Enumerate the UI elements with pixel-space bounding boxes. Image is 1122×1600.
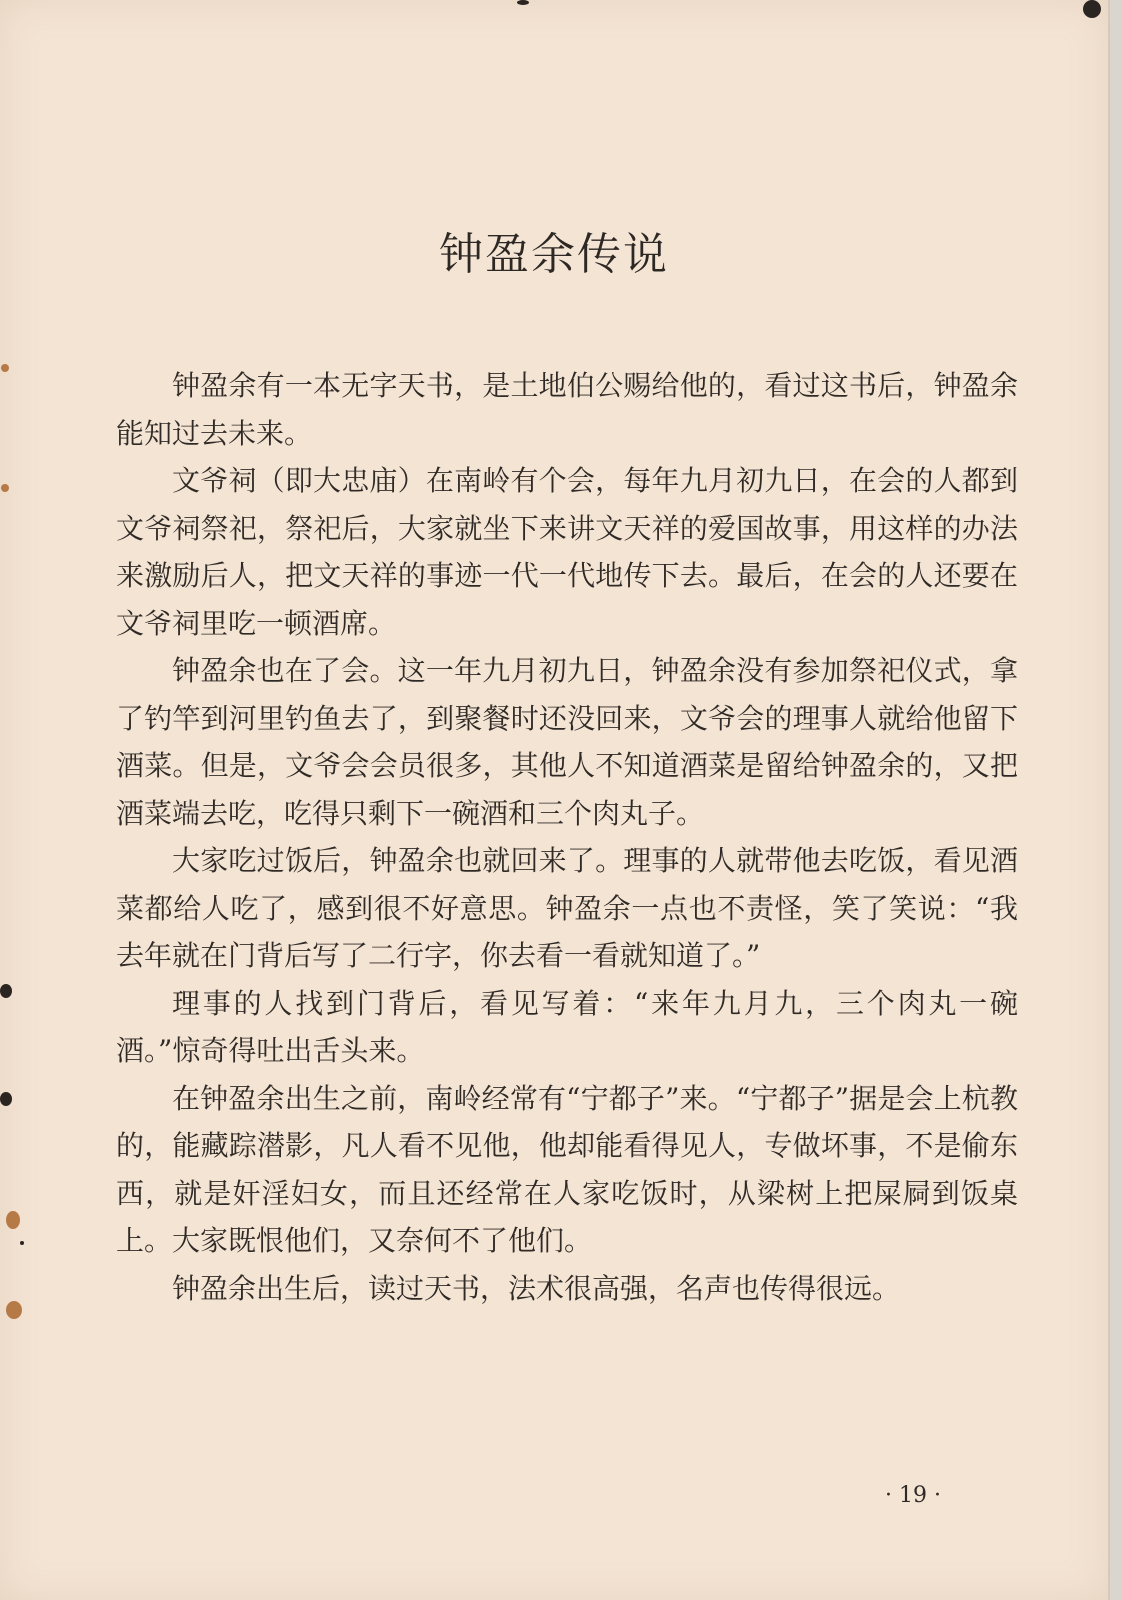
binding-hole-mark	[0, 984, 12, 998]
top-right-corner-mark	[1083, 0, 1101, 18]
paragraph-4: 大家吃过饭后，钟盈余也就回来了。理事的人就带他去吃饭，看见酒菜都给人吃了，感到很不好意思。钟盈余一点也不责怪，笑了笑说：“我去年就在门背后写了二行字，你去看一看就知道了。”	[116, 844, 1018, 972]
staple-rust-spot	[6, 1211, 20, 1229]
story-body	[116, 362, 1018, 1312]
small-speck	[20, 1241, 24, 1245]
staple-rust-spot	[1, 364, 9, 372]
staple-rust-spot	[6, 1301, 22, 1319]
paragraph-5: 理事的人找到门背后，看见写着：“来年九月九，三个肉丸一碗酒。”惊奇得吐出舌头来。	[116, 986, 1018, 1067]
paragraph-1: 钟盈余有一本无字天书，是土地伯公赐给他的，看过这书后，钟盈余能知过去未来。	[116, 369, 1018, 450]
binding-hole-mark	[0, 1092, 12, 1106]
paragraph-6: 在钟盈余出生之前，南岭经常有“宁都子”来。“宁都子”据是会上杭教的，能藏踪潜影，凡人看不见他，他却能看得见人，专做坏事，不是偷东西，就是奸淫妇女，而且还经常在人家吃饭时，从梁树上把屎屙到饭桌上。大家既恨他们，又奈何不了他们。	[116, 1081, 1018, 1257]
paragraph-2: 文爷祠（即大忠庙）在南岭有个会，每年九月初九日，在会的人都到文爷祠祭祀，祭祀后，大家就坐下来讲文天祥的爱国故事，用这样的办法来激励后人，把文天祥的事迹一代一代地传下去。最后，在会的人还要在文爷祠里吃一顿酒席。	[116, 464, 1018, 640]
page-title: 钟盈余传说	[439, 229, 669, 280]
paragraph-7: 钟盈余出生后，读过天书，法术很高强，名声也传得很远。	[172, 1271, 901, 1305]
paragraph-3: 钟盈余也在了会。这一年九月初九日，钟盈余没有参加祭祀仪式，拿了钓竿到河里钓鱼去了，到聚餐时还没回来，文爷会的理事人就给他留下酒菜。但是，文爷会会员很多，其他人不知道酒菜是留给钟盈余的，又把酒菜端去吃，吃得只剩下一碗酒和三个肉丸子。	[116, 654, 1018, 830]
page-number: · 19 ·	[885, 1483, 941, 1508]
top-ink-mark	[517, 0, 529, 5]
staple-rust-spot	[1, 484, 9, 492]
